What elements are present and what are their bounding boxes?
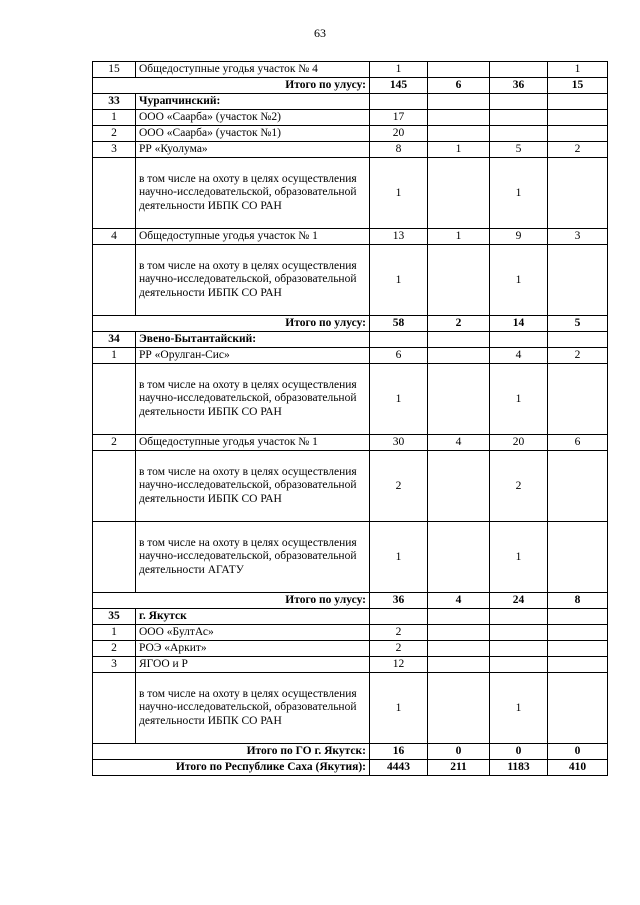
- row-name: ООО «Саарба» (участок №2): [136, 110, 370, 126]
- district-row: [93, 609, 608, 625]
- row-name: в том числе на охоту в целях осуществления научно-исследовательской, образовательной деятельности ИБПК СО РАН: [136, 673, 370, 744]
- row-value-v4: [548, 364, 608, 435]
- row-value-v1: 12: [370, 657, 428, 673]
- row-value-v3: 1: [490, 673, 548, 744]
- row-number: [93, 451, 136, 522]
- row-value-v1: 1: [370, 673, 428, 744]
- row-value-v2: [428, 348, 490, 364]
- row-value-v1: 30: [370, 435, 428, 451]
- table-row: [93, 435, 608, 451]
- row-name: РОЭ «Аркит»: [136, 641, 370, 657]
- total-value-v1: 16: [370, 744, 428, 760]
- row-value-v1: 2: [370, 451, 428, 522]
- row-value-v4: 6: [548, 435, 608, 451]
- district-name: Чурапчинский:: [136, 94, 370, 110]
- total-row: [93, 744, 608, 760]
- row-value-v2: [428, 110, 490, 126]
- row-value-v4: [548, 110, 608, 126]
- row-value-v3: 20: [490, 435, 548, 451]
- total-row: [93, 593, 608, 609]
- district-name: Эвено-Бытантайский:: [136, 332, 370, 348]
- total-label: Итого по ГО г. Якутск:: [93, 744, 370, 760]
- row-name: Общедоступные угодья участок № 4: [136, 62, 370, 78]
- total-value-v3: 14: [490, 316, 548, 332]
- row-value-v2: [428, 673, 490, 744]
- row-value-v3: 1: [490, 364, 548, 435]
- total-value-v4: 0: [548, 744, 608, 760]
- row-value-v3: 9: [490, 229, 548, 245]
- row-number: [93, 673, 136, 744]
- total-label: Итого по улусу:: [93, 593, 370, 609]
- empty-cell: [548, 609, 608, 625]
- total-value-v1: 58: [370, 316, 428, 332]
- total-value-v4: 15: [548, 78, 608, 94]
- row-value-v4: [548, 522, 608, 593]
- row-value-v3: [490, 657, 548, 673]
- empty-cell: [370, 94, 428, 110]
- row-value-v3: 1: [490, 245, 548, 316]
- row-number: 15: [93, 62, 136, 78]
- empty-cell: [428, 332, 490, 348]
- row-number: 2: [93, 435, 136, 451]
- row-name: в том числе на охоту в целях осуществления научно-исследовательской, образовательной деятельности ИБПК СО РАН: [136, 364, 370, 435]
- row-value-v2: [428, 158, 490, 229]
- total-value-v3: 36: [490, 78, 548, 94]
- total-label: Итого по Республике Саха (Якутия):: [93, 760, 370, 776]
- row-value-v2: [428, 126, 490, 142]
- district-number: 35: [93, 609, 136, 625]
- row-value-v4: 2: [548, 142, 608, 158]
- row-value-v3: 4: [490, 348, 548, 364]
- row-number: 2: [93, 641, 136, 657]
- total-label: Итого по улусу:: [93, 78, 370, 94]
- empty-cell: [370, 332, 428, 348]
- total-value-v3: 0: [490, 744, 548, 760]
- row-value-v1: 2: [370, 625, 428, 641]
- row-value-v1: 1: [370, 245, 428, 316]
- row-name: в том числе на охоту в целях осуществления научно-исследовательской, образовательной деятельности ИБПК СО РАН: [136, 245, 370, 316]
- row-value-v3: 2: [490, 451, 548, 522]
- row-number: [93, 522, 136, 593]
- row-value-v3: 5: [490, 142, 548, 158]
- row-value-v4: [548, 625, 608, 641]
- row-name: Общедоступные угодья участок № 1: [136, 435, 370, 451]
- total-value-v3: 1183: [490, 760, 548, 776]
- hunting-quota-table: [92, 61, 608, 776]
- row-number: [93, 158, 136, 229]
- district-row: [93, 332, 608, 348]
- row-value-v1: 8: [370, 142, 428, 158]
- total-value-v3: 24: [490, 593, 548, 609]
- row-name: в том числе на охоту в целях осуществления научно-исследовательской, образовательной деятельности АГАТУ: [136, 522, 370, 593]
- note-row: [93, 158, 608, 229]
- row-value-v2: 4: [428, 435, 490, 451]
- note-row: [93, 673, 608, 744]
- empty-cell: [548, 94, 608, 110]
- empty-cell: [428, 609, 490, 625]
- row-name: ООО «Саарба» (участок №1): [136, 126, 370, 142]
- row-value-v4: [548, 673, 608, 744]
- empty-cell: [490, 94, 548, 110]
- row-value-v4: [548, 657, 608, 673]
- total-value-v2: 211: [428, 760, 490, 776]
- row-value-v4: 1: [548, 62, 608, 78]
- row-value-v2: [428, 62, 490, 78]
- row-name: ООО «БултАс»: [136, 625, 370, 641]
- note-row: [93, 245, 608, 316]
- row-value-v1: 6: [370, 348, 428, 364]
- row-name: РР «Куолума»: [136, 142, 370, 158]
- district-number: 34: [93, 332, 136, 348]
- total-label: Итого по улусу:: [93, 316, 370, 332]
- empty-cell: [490, 609, 548, 625]
- row-number: 1: [93, 110, 136, 126]
- row-value-v3: [490, 62, 548, 78]
- table-body: [93, 62, 608, 776]
- table-row: [93, 348, 608, 364]
- table-row: [93, 142, 608, 158]
- row-value-v3: [490, 126, 548, 142]
- total-value-v2: 4: [428, 593, 490, 609]
- total-value-v2: 2: [428, 316, 490, 332]
- row-value-v2: [428, 625, 490, 641]
- row-number: [93, 245, 136, 316]
- row-value-v1: 20: [370, 126, 428, 142]
- row-value-v3: 1: [490, 158, 548, 229]
- row-value-v3: [490, 110, 548, 126]
- table-row: [93, 110, 608, 126]
- row-value-v3: [490, 641, 548, 657]
- district-row: [93, 94, 608, 110]
- row-value-v4: [548, 158, 608, 229]
- empty-cell: [370, 609, 428, 625]
- row-value-v1: 1: [370, 364, 428, 435]
- note-row: [93, 364, 608, 435]
- row-name: в том числе на охоту в целях осуществления научно-исследовательской, образовательной деятельности ИБПК СО РАН: [136, 451, 370, 522]
- page-number: 63: [314, 26, 326, 40]
- row-value-v4: [548, 126, 608, 142]
- empty-cell: [548, 332, 608, 348]
- row-value-v1: 13: [370, 229, 428, 245]
- row-value-v4: 3: [548, 229, 608, 245]
- row-name: в том числе на охоту в целях осуществления научно-исследовательской, образовательной деятельности ИБПК СО РАН: [136, 158, 370, 229]
- row-value-v2: [428, 657, 490, 673]
- table-row: [93, 625, 608, 641]
- row-value-v2: [428, 245, 490, 316]
- row-number: 1: [93, 625, 136, 641]
- total-row: [93, 78, 608, 94]
- district-number: 33: [93, 94, 136, 110]
- row-value-v4: [548, 451, 608, 522]
- row-number: 3: [93, 142, 136, 158]
- row-value-v2: [428, 364, 490, 435]
- note-row: [93, 451, 608, 522]
- row-value-v1: 1: [370, 62, 428, 78]
- total-row: [93, 760, 608, 776]
- row-number: [93, 364, 136, 435]
- total-value-v1: 145: [370, 78, 428, 94]
- row-value-v2: [428, 451, 490, 522]
- row-value-v2: [428, 641, 490, 657]
- total-value-v2: 0: [428, 744, 490, 760]
- row-value-v2: 1: [428, 142, 490, 158]
- total-value-v1: 36: [370, 593, 428, 609]
- row-value-v1: 1: [370, 522, 428, 593]
- row-value-v1: 17: [370, 110, 428, 126]
- row-number: 4: [93, 229, 136, 245]
- row-name: РР «Орулган-Сис»: [136, 348, 370, 364]
- district-name: г. Якутск: [136, 609, 370, 625]
- row-value-v3: 1: [490, 522, 548, 593]
- row-value-v4: [548, 641, 608, 657]
- total-value-v4: 8: [548, 593, 608, 609]
- table-row: [93, 62, 608, 78]
- row-name: ЯГОО и Р: [136, 657, 370, 673]
- row-value-v1: 2: [370, 641, 428, 657]
- row-number: 1: [93, 348, 136, 364]
- row-value-v2: 1: [428, 229, 490, 245]
- table-row: [93, 126, 608, 142]
- total-value-v4: 5: [548, 316, 608, 332]
- total-row: [93, 316, 608, 332]
- row-value-v3: [490, 625, 548, 641]
- row-number: 2: [93, 126, 136, 142]
- total-value-v4: 410: [548, 760, 608, 776]
- total-value-v2: 6: [428, 78, 490, 94]
- note-row: [93, 522, 608, 593]
- row-number: 3: [93, 657, 136, 673]
- total-value-v1: 4443: [370, 760, 428, 776]
- row-name: Общедоступные угодья участок № 1: [136, 229, 370, 245]
- row-value-v4: [548, 245, 608, 316]
- table-row: [93, 229, 608, 245]
- empty-cell: [428, 94, 490, 110]
- row-value-v4: 2: [548, 348, 608, 364]
- table-row: [93, 641, 608, 657]
- table-row: [93, 657, 608, 673]
- row-value-v1: 1: [370, 158, 428, 229]
- row-value-v2: [428, 522, 490, 593]
- empty-cell: [490, 332, 548, 348]
